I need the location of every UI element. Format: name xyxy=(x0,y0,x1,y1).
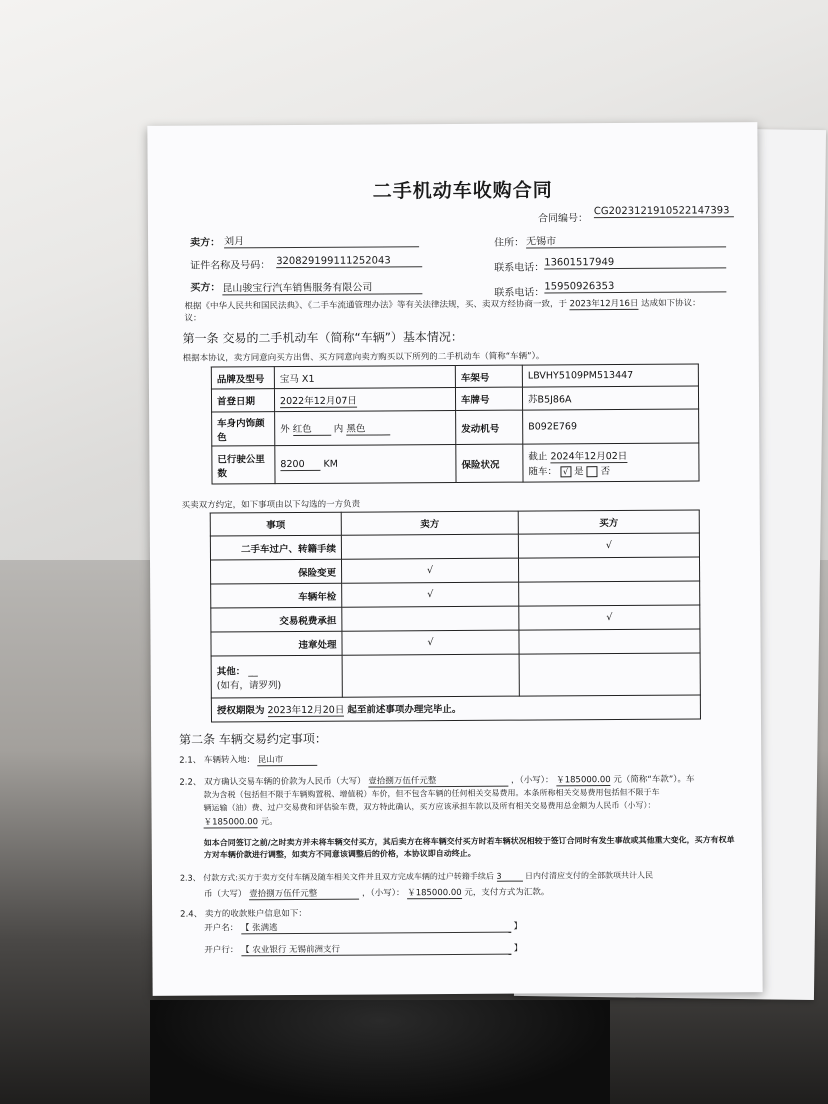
payment-upper: 壹拾捌万伍仟元整 xyxy=(249,887,359,901)
id-label: 证件名称及号码： xyxy=(190,260,271,272)
clause-2-3-text1: 付款方式:买方于卖方交付车辆及随车相关文件并且双方完成车辆的过户转籍手续后 xyxy=(203,871,494,883)
duty-item: 保险变更 xyxy=(211,559,342,584)
buyer-name: 昆山骏宝行汽车销售服务有限公司 xyxy=(222,278,422,295)
duty-item: 二手车过户、转籍手续 xyxy=(210,535,341,560)
duty-seller-mark xyxy=(342,606,519,631)
brand-label: 品牌及型号 xyxy=(211,367,274,389)
mileage-value: 8200 xyxy=(280,458,320,470)
other-note: (如有，请罗列) xyxy=(216,679,282,691)
with-car-line xyxy=(528,463,693,478)
contract-page xyxy=(147,122,762,996)
bold-paragraph: 如本合同签订之前/之时卖方并未将车辆交付买方，其后卖方在将车辆交付买方时若车辆状况相较于签订合同时有发生事故或其他重大变化，买方有权单方对车辆价款进行调整，如卖方不同意该调整后的价格，本协议即自动终止。 xyxy=(203,835,735,860)
insurance-until-date: 2024年12月02日 xyxy=(550,448,627,463)
deadline-label: 授权期限为 xyxy=(216,705,265,717)
seller-phone: 13601517949 xyxy=(544,256,726,269)
ext-color: 红色 xyxy=(293,421,331,436)
first-reg-label: 首登日期 xyxy=(211,389,274,412)
article1-intro: 根据本协议，卖方同意向买方出售、买方同意向卖方购买以下所列的二手机动车（简称“车辆”）。 xyxy=(182,351,545,364)
clause-2-2-small-label: ，（小写）： xyxy=(510,775,554,786)
contract-no-label: 合同编号： xyxy=(537,213,588,225)
duty-item: 交易税费承担 xyxy=(211,607,342,632)
duty-buyer-mark: √ xyxy=(518,533,699,558)
seller-phone-label: 联系电话： xyxy=(494,262,545,274)
vin-label: 车架号 xyxy=(455,365,522,387)
clause-2-3-line2 xyxy=(204,885,549,900)
duty-buyer-mark xyxy=(519,629,700,654)
clause-2-3-text2: 日内付清应支付的全部款项共计人民 xyxy=(524,870,654,881)
clause-2-1-label: 车辆转入地： xyxy=(203,755,256,766)
price-lower: ￥185000.00 xyxy=(556,775,611,786)
other-label: 其他： xyxy=(216,665,246,677)
clause-2-3-text3: 币（大写） xyxy=(204,889,247,900)
color-label: 车身内饰颜色 xyxy=(212,412,275,446)
article2-title: 第二条 车辆交易约定事项： xyxy=(179,731,327,747)
vin-value: LBVHY5109PM513447 xyxy=(522,364,698,387)
buyer-phone-label: 联系电话： xyxy=(494,287,545,299)
insurance-cell xyxy=(523,443,699,482)
duty-header-buyer: 买方 xyxy=(518,510,699,534)
duty-intro: 买卖双方约定，如下事项由以下勾选的一方负责 xyxy=(181,499,361,511)
color-cell xyxy=(275,410,456,445)
clause-2-2-text2: 元（简称“车款”）。车 xyxy=(613,774,695,786)
duty-table xyxy=(210,510,701,723)
bank-name: 【 农业银行 无锡前洲支行 xyxy=(241,942,511,957)
intro-pre: 根据《中华人民共和国民法典》、《二手车流通管理办法》等有关法律法规，买、卖双方经协商一致，于 xyxy=(184,299,567,312)
total-amount: ￥185000.00 xyxy=(203,817,259,828)
with-car-label: 随车： xyxy=(528,466,558,478)
bank-line xyxy=(204,942,522,957)
account-name-close: 】 xyxy=(513,921,523,932)
other-seller xyxy=(342,654,519,697)
brand-value: 宝马 X1 xyxy=(274,365,455,388)
first-reg-cell xyxy=(274,387,455,411)
payment-days: 3 xyxy=(496,872,522,882)
no-checkbox[interactable] xyxy=(587,466,598,477)
mileage-cell xyxy=(275,444,456,483)
sign-date: 2023年12月16日 xyxy=(569,298,639,310)
buyer-label: 买方： xyxy=(190,282,221,294)
yes-checkbox[interactable]: √ xyxy=(560,466,571,477)
clause-2-3-line1 xyxy=(180,870,653,884)
clause-2-4-text: 卖方的收款账户信息如下： xyxy=(204,908,307,920)
deadline-post: 起至前述事项办理完毕止。 xyxy=(347,703,462,716)
plate-value: 苏B5J86A xyxy=(522,386,698,410)
duty-seller-mark: √ xyxy=(342,630,519,655)
no-label: 否 xyxy=(600,466,611,478)
total-unit: 元。 xyxy=(260,817,278,828)
mileage-label: 已行驶公里数 xyxy=(212,446,275,484)
duty-seller-mark xyxy=(341,534,518,559)
yes-label: 是 xyxy=(574,466,584,478)
seller-label: 卖方： xyxy=(190,237,221,249)
clause-2-2-no: 2.2、 xyxy=(179,777,202,788)
payment-lower: ￥185000.00 xyxy=(407,887,462,899)
intro-text xyxy=(184,296,700,312)
account-name-line xyxy=(204,920,522,935)
clause-2-3-no: 2.3、 xyxy=(179,873,201,883)
deadline-cell xyxy=(211,695,700,722)
account-name-label: 开户名： xyxy=(204,923,239,934)
insurance-label: 保险状况 xyxy=(456,444,523,482)
seller-address: 无锡市 xyxy=(526,231,726,248)
first-reg-value: 2022年12月07日 xyxy=(280,392,357,407)
clause-2-1-value: 昆山市 xyxy=(258,753,318,766)
contract-no: CG2023121910522147393 xyxy=(594,205,734,218)
clause-2-2-line2: 款为含税（包括但不限于车辆购置税、增值税）车价，但不包含车辆的任何相关交易费用。本条所称相关交易费用包括但不限于车 xyxy=(203,787,660,800)
duty-item: 车辆年检 xyxy=(211,583,342,608)
plate-label: 车牌号 xyxy=(455,387,522,410)
duty-header-seller: 卖方 xyxy=(341,511,518,535)
account-name: 【 张满逃 xyxy=(241,920,511,935)
clause-2-4 xyxy=(180,907,307,920)
insurance-until-label: 截止 xyxy=(528,451,548,463)
clause-2-4-no: 2.4、 xyxy=(180,909,203,920)
contract-title: 二手机动车收购合同 xyxy=(372,179,553,203)
clause-2-1 xyxy=(179,753,318,767)
deadline-date: 2023年12月20日 xyxy=(267,702,344,717)
clause-2-2-line3: 辆运输（油）费、过户交易费和评估验车费，双方特此确认，买方应该承担车款以及所有相关交易费用总金额为人民币（小写）： xyxy=(203,800,656,813)
price-upper: 壹拾捌万伍仟元整 xyxy=(368,774,508,788)
buyer-phone: 15950926353 xyxy=(544,280,726,293)
ext-prefix: 外 xyxy=(280,424,290,436)
seller-name: 刘月 xyxy=(224,231,419,248)
duty-buyer-mark: √ xyxy=(519,605,700,630)
duty-seller-mark: √ xyxy=(341,558,518,583)
insurance-until-line xyxy=(528,448,693,464)
clause-2-3-text4: 元，支付方式为汇款。 xyxy=(464,887,550,898)
int-prefix: 内 xyxy=(333,423,344,435)
clause-2-1-no: 2.1、 xyxy=(179,755,202,766)
duty-item: 违章处理 xyxy=(211,631,342,656)
article1-title: 第一条 交易的二手机动车（简称“车辆”）基本情况： xyxy=(182,329,463,346)
duty-seller-mark: √ xyxy=(342,582,519,607)
vehicle-table xyxy=(211,364,700,485)
bank-close: 】 xyxy=(513,943,523,954)
bank-label: 开户行： xyxy=(204,945,239,956)
other-value: __ xyxy=(248,665,258,677)
engine-value: B092E769 xyxy=(523,409,699,444)
other-buyer xyxy=(519,653,700,696)
mileage-unit: KM xyxy=(323,458,338,470)
duty-header-item: 事项 xyxy=(210,512,341,536)
int-color: 黑色 xyxy=(346,420,390,435)
feet-shadow xyxy=(150,1000,610,1104)
intro-post: 达成如下协议： xyxy=(641,298,701,309)
clause-2-2-text1: 双方确认交易车辆的价款为人民币（大写） xyxy=(204,776,366,788)
intro-post2: 议： xyxy=(184,313,202,324)
other-cell xyxy=(211,655,342,698)
address-label: 住所： xyxy=(494,237,525,249)
clause-2-3-small-label: ，（小写）： xyxy=(361,888,405,899)
other-line xyxy=(217,662,337,677)
id-number: 320829199111252043 xyxy=(276,255,422,268)
duty-buyer-mark xyxy=(519,581,700,606)
duty-buyer-mark xyxy=(518,557,699,582)
clause-2-2-total xyxy=(204,815,278,828)
engine-label: 发动机号 xyxy=(456,410,523,444)
